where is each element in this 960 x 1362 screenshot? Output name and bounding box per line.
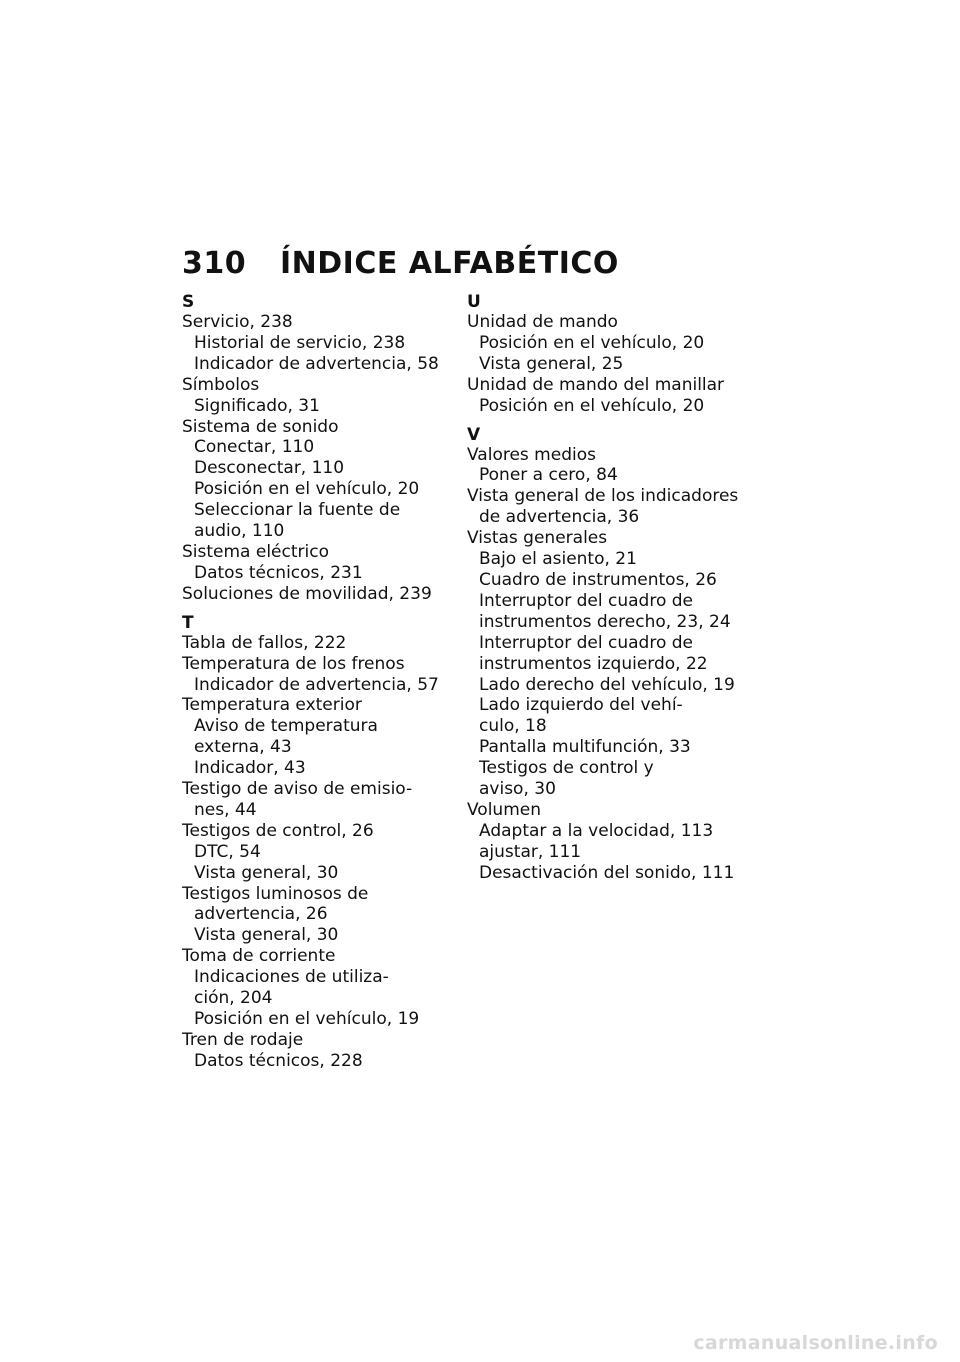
- index-subentry: advertencia, 26: [194, 904, 328, 925]
- index-subentry: Indicador de advertencia, 58: [194, 353, 439, 374]
- index-subentry: Lado derecho del vehículo, 19: [479, 674, 735, 695]
- index-entry: Servicio, 238: [182, 312, 293, 332]
- index-entry: Temperatura exterior: [182, 695, 362, 716]
- index-subentry: Indicaciones de utiliza-: [194, 967, 389, 988]
- index-section: [467, 292, 747, 417]
- index-subentry: Indicador, 43: [194, 758, 306, 779]
- index-subentry: instrumentos derecho, 23, 24: [479, 611, 731, 632]
- index-entry: Sistema de sonido: [182, 416, 339, 437]
- index-subentry: ción, 204: [194, 988, 273, 1009]
- index-section: [182, 613, 462, 1072]
- index-entry: Valores medios: [467, 444, 596, 465]
- page-number: 310: [182, 246, 247, 281]
- index-subentry: Significado, 31: [194, 395, 320, 416]
- index-subentry: externa, 43: [194, 737, 292, 758]
- index-section: [182, 292, 462, 605]
- index-subentry: instrumentos izquierdo, 22: [479, 653, 708, 674]
- index-subentry: Vista general, 30: [194, 862, 339, 883]
- index-entry: Tabla de fallos, 222: [182, 632, 347, 653]
- index-subentry: Indicador de advertencia, 57: [194, 674, 439, 695]
- index-subentry: audio, 110: [194, 521, 285, 542]
- index-entry: Testigo de aviso de emisio-: [182, 779, 413, 800]
- index-subentry: Conectar, 110: [194, 437, 315, 458]
- index-subentry: Adaptar a la velocidad, 113: [479, 820, 714, 841]
- index-section: [467, 425, 747, 884]
- index-subentry: Interruptor del cuadro de: [479, 632, 693, 653]
- page-title: ÍNDICE ALFABÉTICO: [280, 246, 619, 281]
- index-subentry: Seleccionar la fuente de: [194, 500, 401, 521]
- index-subentry: Datos técnicos, 228: [194, 1050, 363, 1071]
- index-entry: Vista general de los indicadores: [467, 486, 739, 507]
- index-entry: Volumen: [467, 799, 542, 820]
- index-subentry: Lado izquierdo del vehí-: [479, 695, 683, 716]
- index-subentry: Pantalla multifunción, 33: [479, 737, 691, 758]
- index-subentry: culo, 18: [479, 716, 547, 737]
- index-subentry: Posición en el vehículo, 20: [479, 395, 705, 416]
- section-letter: S: [182, 292, 195, 312]
- index-subentry: Posición en el vehículo, 20: [194, 479, 420, 500]
- index-subentry: Desconectar, 110: [194, 458, 345, 479]
- index-subentry: aviso, 30: [479, 779, 556, 800]
- index-entry: Unidad de mando del manillar: [467, 374, 725, 395]
- index-entry: Toma de corriente: [182, 946, 336, 967]
- index-entry: Símbolos: [182, 374, 260, 395]
- index-subentry: Historial de servicio, 238: [194, 332, 406, 353]
- index-subentry: Posición en el vehículo, 20: [479, 332, 705, 353]
- index-subentry: de advertencia, 36: [479, 507, 640, 528]
- index-entry: Sistema eléctrico: [182, 541, 329, 562]
- index-subentry: Aviso de temperatura: [194, 716, 378, 737]
- watermark-text[interactable]: carmanualsonline.info: [693, 1332, 938, 1354]
- index-subentry: Interruptor del cuadro de: [479, 590, 693, 611]
- index-subentry: nes, 44: [194, 799, 257, 820]
- index-subentry: Vista general, 25: [479, 353, 624, 374]
- index-entry: Tren de rodaje: [182, 1029, 304, 1050]
- page-header: [182, 246, 619, 281]
- index-entry: Unidad de mando: [467, 312, 618, 332]
- index-entry: Testigos luminosos de: [182, 883, 369, 904]
- index-column-left: [182, 292, 462, 1072]
- index-subentry: Testigos de control y: [479, 758, 654, 779]
- index-column-right: [467, 292, 747, 884]
- index-subentry: Poner a cero, 84: [479, 465, 618, 486]
- index-subentry: Datos técnicos, 231: [194, 562, 363, 583]
- section-letter: V: [467, 424, 481, 445]
- index-entry: Soluciones de movilidad, 239: [182, 583, 432, 604]
- index-entry: Testigos de control, 26: [182, 820, 374, 841]
- index-subentry: Bajo el asiento, 21: [479, 549, 637, 570]
- index-subentry: Posición en el vehículo, 19: [194, 1009, 420, 1029]
- index-subentry: Vista general, 30: [194, 925, 339, 946]
- index-entry: Temperatura de los frenos: [182, 653, 405, 674]
- index-subentry: DTC, 54: [194, 841, 261, 862]
- index-subentry: Cuadro de instrumentos, 26: [479, 569, 717, 590]
- section-letter: T: [182, 612, 194, 633]
- index-subentry: ajustar, 111: [479, 841, 582, 862]
- index-subentry: Desactivación del sonido, 111: [479, 862, 735, 883]
- section-letter: U: [467, 292, 481, 312]
- index-entry: Vistas generales: [467, 528, 608, 549]
